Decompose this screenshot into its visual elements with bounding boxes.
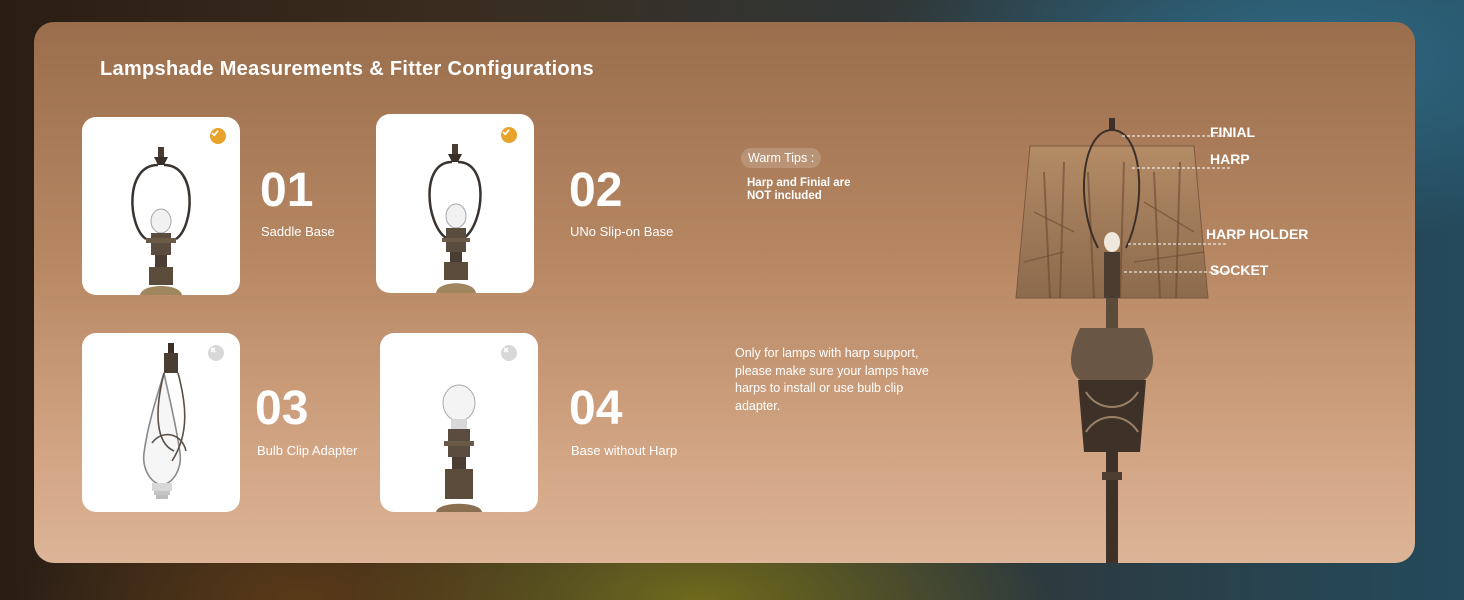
warm-tips-heading: Warm Tips : (741, 148, 821, 168)
part-label-harp-holder: HARP HOLDER (1206, 226, 1309, 242)
info-card (34, 22, 1415, 563)
part-label-harp: HARP (1210, 151, 1250, 167)
option-02-image (376, 114, 534, 293)
harp-support-note: Only for lamps with harp support, please make sure your lamps have harps to install or use bulb clip adapter. (735, 346, 929, 413)
option-04-number: 04 (569, 382, 623, 435)
option-01-number: 01 (260, 164, 314, 217)
option-04-image (380, 333, 538, 512)
option-01-label: Saddle Base (261, 224, 335, 239)
page-title: Lampshade Measurements & Fitter Configurations (100, 58, 594, 80)
warm-tips-text: Harp and Finial are NOT included (747, 177, 851, 202)
not-included-x-icon (501, 345, 517, 361)
option-01-image (82, 117, 240, 295)
option-04-label: Base without Harp (571, 443, 678, 458)
option-03-image (82, 333, 240, 512)
part-label-socket: SOCKET (1210, 262, 1269, 278)
option-02-number: 02 (569, 164, 623, 217)
option-03-label: Bulb Clip Adapter (257, 443, 358, 458)
base-without-harp-illustration (380, 333, 538, 512)
not-included-x-icon (208, 345, 224, 361)
floor-lamp-diagram (994, 112, 1234, 563)
included-check-icon (501, 127, 517, 143)
option-02-label: UNo Slip-on Base (570, 224, 674, 239)
included-check-icon (210, 128, 226, 144)
option-03-number: 03 (255, 382, 309, 435)
part-label-finial: FINIAL (1210, 124, 1256, 140)
